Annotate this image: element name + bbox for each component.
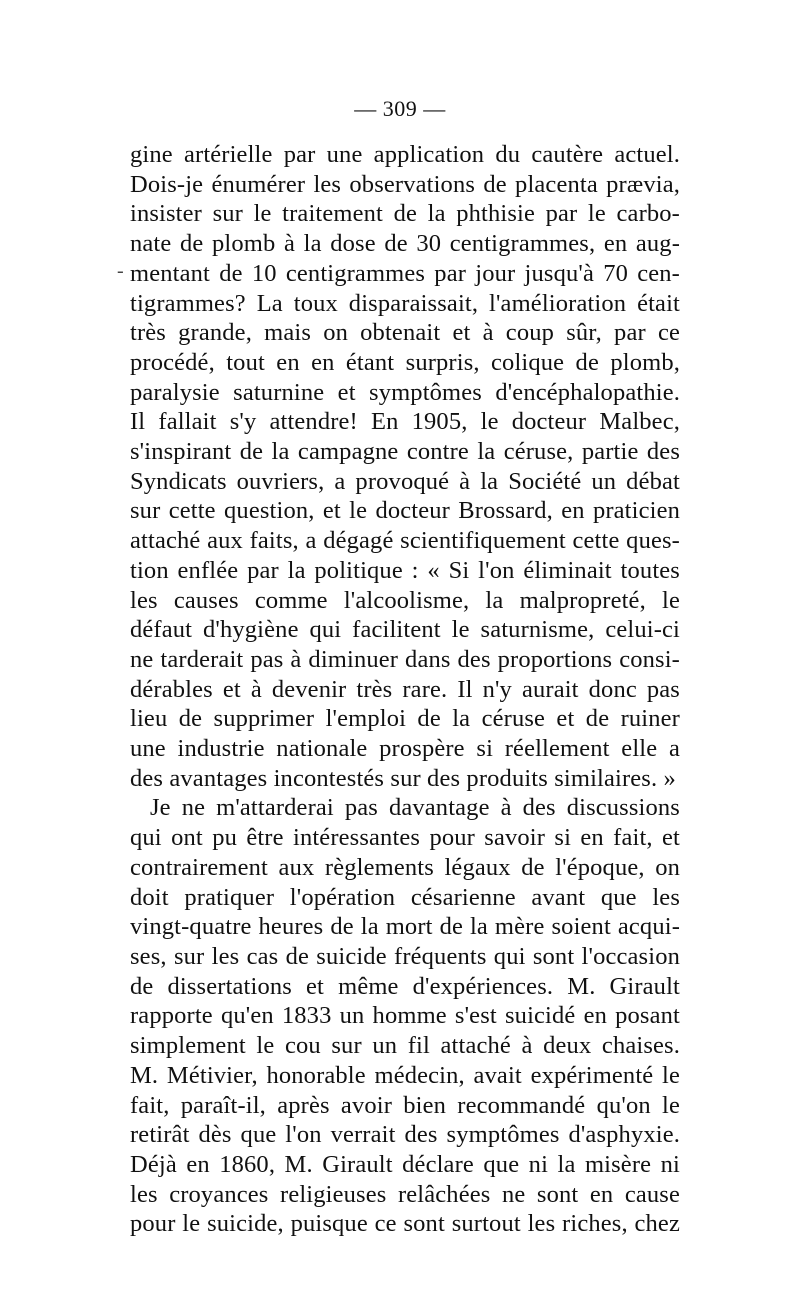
text-line: qui ont pu être intéressantes pour savoir si en fait, et — [130, 824, 680, 852]
text-line: une industrie nationale prospère si réellement elle a — [130, 735, 680, 763]
text-line: très grande, mais on obtenait et à coup sûr, par ce — [130, 319, 680, 347]
text-line: lieu de supprimer l'emploi de la céruse et de ruiner — [130, 705, 680, 733]
text-line: tion enflée par la politique : « Si l'on éliminait toutes — [130, 556, 680, 584]
text-line: gine artérielle par une application du cautère actuel. — [130, 141, 680, 168]
text-line: insister sur le traitement de la phthisie par le carbo- — [130, 200, 680, 228]
text-line: nate de plomb à la dose de 30 centigrammes, en aug- — [130, 230, 680, 258]
text-line: doit pratiquer l'opération césarienne avant que les — [130, 883, 680, 911]
text-line: des avantages incontestés sur des produits similaires. » — [130, 764, 676, 792]
text-line: pour le suicide, puisque ce sont surtout les riches, chez — [130, 1210, 680, 1238]
text-line: vingt-quatre heures de la mort de la mère soient acqui- — [130, 913, 680, 941]
body-text — [130, 140, 680, 1239]
text-line: les causes comme l'alcoolisme, la malpropreté, le — [130, 586, 680, 614]
text-line: de dissertations et même d'expériences. M. Girault — [130, 972, 680, 1000]
text-line: sur cette question, et le docteur Brossard, en praticien — [130, 497, 680, 525]
text-line: simplement le cou sur un fil attaché à deux chaises. — [130, 1032, 680, 1060]
page-number: — 309 — — [354, 96, 446, 121]
text-line: Déjà en 1860, M. Girault déclare que ni la misère ni — [130, 1150, 680, 1178]
text-line: tigrammes? La toux disparaissait, l'amélioration était — [130, 289, 680, 317]
text-line: dérables et à devenir très rare. Il n'y aurait donc pas — [130, 675, 680, 703]
text-line: attaché aux faits, a dégagé scientifiquement cette ques- — [130, 527, 680, 555]
text-line: M. Métivier, honorable médecin, avait expérimenté le — [130, 1061, 680, 1089]
margin-mark: - — [117, 260, 124, 282]
text-line: mentant de 10 centigrammes par jour jusqu'à 70 cen- — [130, 259, 680, 287]
text-line: Syndicats ouvriers, a provoqué à la Société un débat — [130, 467, 680, 495]
text-line: rapporte qu'en 1833 un homme s'est suicidé en posant — [130, 1002, 680, 1030]
text-line: retirât dès que l'on verrait des symptômes d'asphyxie. — [130, 1121, 680, 1149]
text-line: Dois-je énumérer les observations de placenta prævia, — [130, 170, 680, 198]
text-line: ses, sur les cas de suicide fréquents qui sont l'occasion — [130, 942, 680, 970]
text-line: les croyances religieuses relâchées ne sont en cause — [130, 1180, 680, 1208]
text-line: paralysie saturnine et symptômes d'encéphalopathie. — [130, 378, 680, 406]
text-line: fait, paraît-il, après avoir bien recommandé qu'on le — [130, 1091, 680, 1119]
text-line: Je ne m'attarderai pas davantage à des discussions — [150, 794, 680, 822]
text-line: ne tarderait pas à diminuer dans des proportions consi- — [130, 645, 680, 673]
text-line: Il fallait s'y attendre! En 1905, le docteur Malbec, — [130, 408, 680, 436]
text-line: procédé, tout en en étant surpris, colique de plomb, — [130, 348, 680, 376]
text-line: défaut d'hygiène qui facilitent le saturnisme, celui-ci — [130, 616, 680, 644]
text-line: s'inspirant de la campagne contre la céruse, partie des — [130, 438, 680, 466]
text-line: contrairement aux règlements légaux de l'époque, on — [130, 853, 680, 881]
